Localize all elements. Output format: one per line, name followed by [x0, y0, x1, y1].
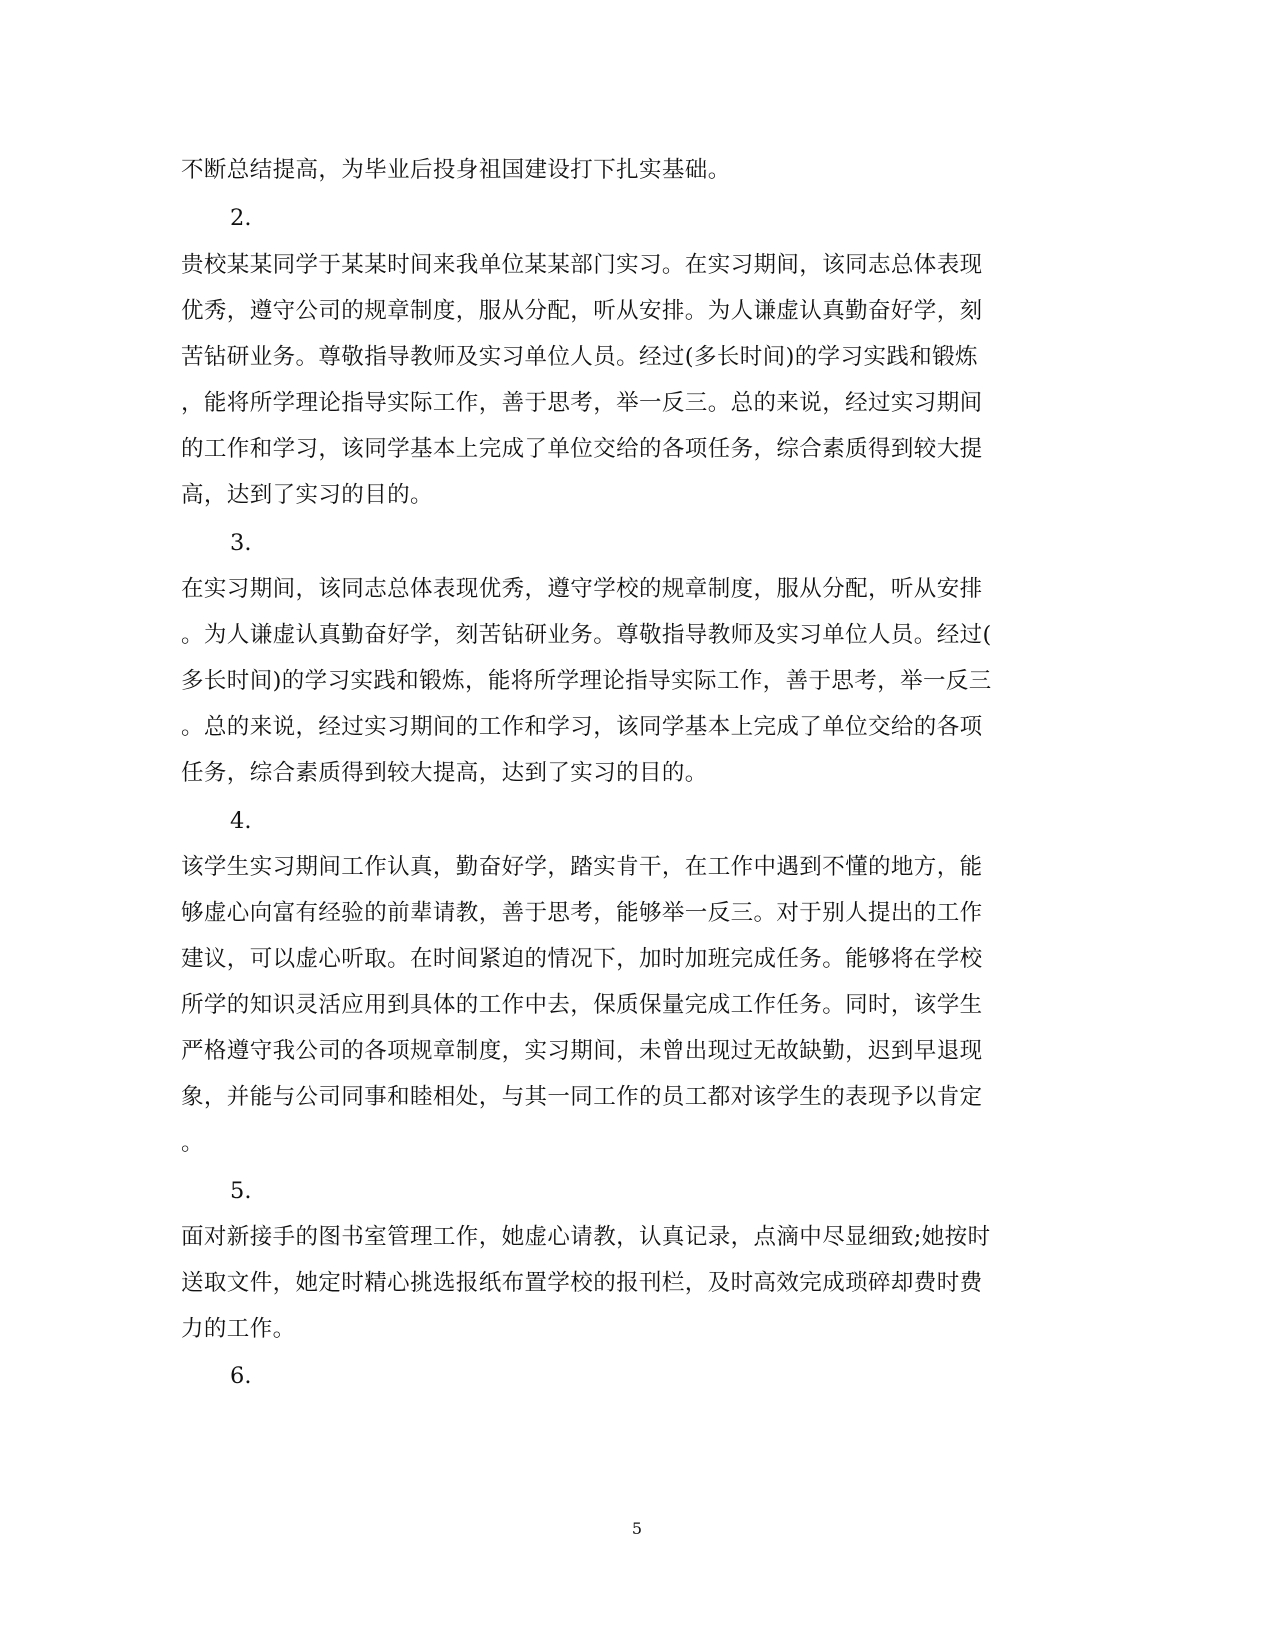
item-number: 2. [230, 205, 252, 231]
text-line: 。为人谦虚认真勤奋好学，刻苦钻研业务。尊敬指导教师及实习单位人员。经过( [181, 622, 992, 648]
text-line: 力的工作。 [181, 1316, 296, 1342]
text-line: 在实习期间，该同志总体表现优秀，遵守学校的规章制度，服从分配，听从安排 [181, 576, 983, 602]
text-line: 的工作和学习，该同学基本上完成了单位交给的各项任务，综合素质得到较大提 [181, 436, 983, 462]
text-line: 建议，可以虚心听取。在时间紧迫的情况下，加时加班完成任务。能够将在学校 [181, 946, 983, 972]
text-line: 所学的知识灵活应用到具体的工作中去，保质保量完成工作任务。同时，该学生 [181, 992, 983, 1018]
text-line: 多长时间)的学习实践和锻炼，能将所学理论指导实际工作，善于思考，举一反三 [181, 668, 992, 694]
text-line: 。 [181, 1130, 204, 1156]
text-line: 不断总结提高，为毕业后投身祖国建设打下扎实基础。 [181, 157, 731, 183]
text-line: 贵校某某同学于某某时间来我单位某某部门实习。在实习期间，该同志总体表现 [181, 252, 983, 278]
text-line: 严格遵守我公司的各项规章制度，实习期间，未曾出现过无故缺勤，迟到早退现 [181, 1038, 983, 1064]
text-line: 够虚心向富有经验的前辈请教，善于思考，能够举一反三。对于别人提出的工作 [181, 900, 983, 926]
item-number: 6. [230, 1363, 252, 1389]
text-line: 苦钻研业务。尊敬指导教师及实习单位人员。经过(多长时间)的学习实践和锻炼 [181, 344, 978, 370]
text-line: 象，并能与公司同事和睦相处，与其一同工作的员工都对该学生的表现予以肯定 [181, 1084, 983, 1110]
item-number: 5. [230, 1178, 252, 1204]
text-line: 。总的来说，经过实习期间的工作和学习，该同学基本上完成了单位交给的各项 [181, 714, 983, 740]
text-line: 该学生实习期间工作认真，勤奋好学，踏实肯干，在工作中遇到不懂的地方，能 [181, 854, 983, 880]
page-number: 5 [631, 1519, 643, 1538]
text-line: 送取文件，她定时精心挑选报纸布置学校的报刊栏，及时高效完成琐碎却费时费 [181, 1270, 983, 1296]
item-number: 3. [230, 530, 252, 556]
text-line: 任务，综合素质得到较大提高，达到了实习的目的。 [181, 760, 708, 786]
text-line: 高，达到了实习的目的。 [181, 482, 433, 508]
text-line: ，能将所学理论指导实际工作，善于思考，举一反三。总的来说，经过实习期间 [181, 390, 983, 416]
item-number: 4. [230, 808, 252, 834]
text-line: 面对新接手的图书室管理工作，她虚心请教，认真记录，点滴中尽显细致;她按时 [181, 1224, 991, 1250]
text-line: 优秀，遵守公司的规章制度，服从分配，听从安排。为人谦虚认真勤奋好学，刻 [181, 298, 983, 324]
